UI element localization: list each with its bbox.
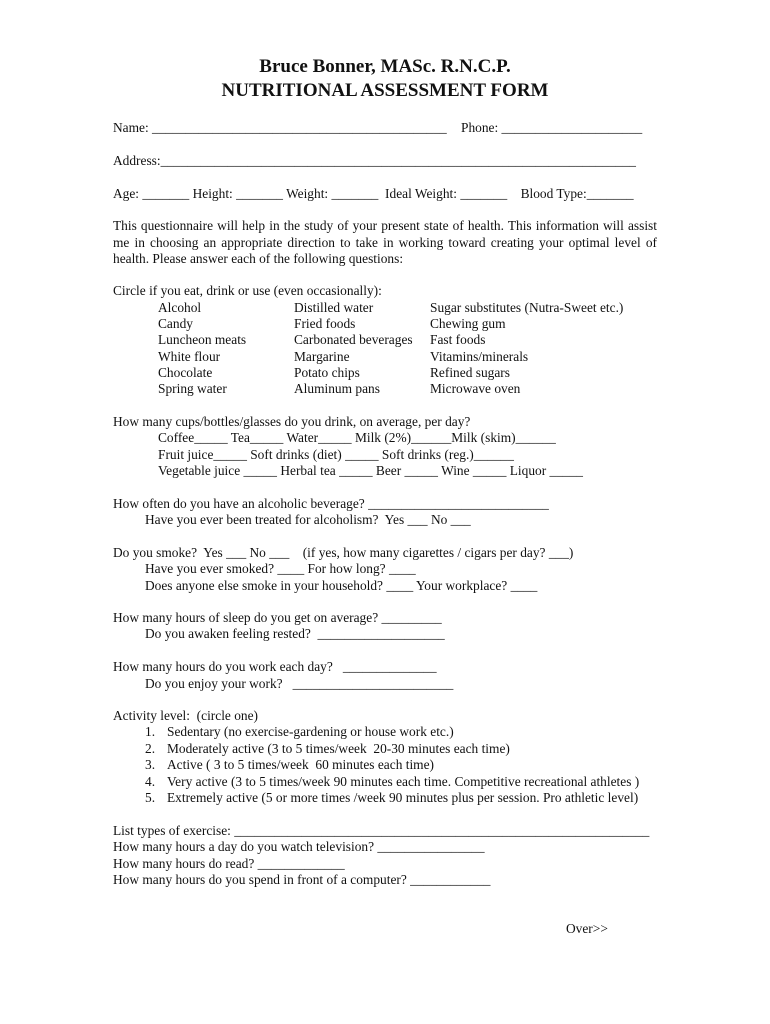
option-potato-chips[interactable]: Potato chips [294, 365, 360, 380]
circle-heading: Circle if you eat, drink or use (even occasionally): [113, 283, 382, 298]
option-carbonated-beverages[interactable]: Carbonated beverages [294, 332, 413, 347]
option-spring-water[interactable]: Spring water [158, 381, 227, 396]
option-margarine[interactable]: Margarine [294, 349, 350, 364]
activity-number: 2. [145, 741, 156, 756]
option-distilled-water[interactable]: Distilled water [294, 300, 374, 315]
option-chewing-gum[interactable]: Chewing gum [430, 316, 506, 331]
drinks-question: How many cups/bottles/glasses do you drink, on average, per day? [113, 414, 471, 429]
rested-question[interactable]: Do you awaken feeling rested? ___________________ [145, 626, 445, 641]
ever-smoked-question[interactable]: Have you ever smoked? ____ For how long? ____ [145, 561, 416, 576]
activity-number: 1. [145, 724, 156, 739]
name-field[interactable]: Name: ____________________________________________ [113, 120, 447, 135]
option-chocolate[interactable]: Chocolate [158, 365, 213, 380]
activity-text: Sedentary (no exercise-gardening or house work etc.) [167, 724, 454, 739]
activity-item[interactable] [145, 790, 639, 806]
activity-text: Very active (3 to 5 times/week 90 minutes each time. Competitive recreational athletes ) [167, 774, 640, 789]
activity-text: Active ( 3 to 5 times/week 60 minutes each time) [167, 757, 434, 772]
intro-paragraph: This questionnaire will help in the study of your present state of health. This information will assist me in choosing an appropriate direction to take in working toward creating your optimal level of health. Please answer each of the following questions: [113, 218, 657, 266]
activity-number: 5. [145, 790, 156, 805]
computer-hours-field[interactable]: How many hours do you spend in front of a computer? ____________ [113, 872, 491, 887]
reading-hours-field[interactable]: How many hours do read? _____________ [113, 856, 345, 871]
form-title: NUTRITIONAL ASSESSMENT FORM [221, 80, 549, 101]
activity-item[interactable] [145, 774, 640, 790]
sleep-hours-question[interactable]: How many hours of sleep do you get on average? _________ [113, 610, 442, 625]
activity-item[interactable] [145, 757, 434, 773]
activity-number: 3. [145, 757, 156, 772]
option-refined-sugars[interactable]: Refined sugars [430, 365, 510, 380]
exercise-types-field[interactable]: List types of exercise: ______________________________________________________________ [113, 823, 650, 838]
smoking-question[interactable]: Do you smoke? Yes ___ No ___ (if yes, how many cigarettes / cigars per day? ___) [113, 545, 574, 560]
activity-text: Moderately active (3 to 5 times/week 20-30 minutes each time) [167, 741, 510, 756]
drinks-line-2[interactable]: Fruit juice_____ Soft drinks (diet) _____ Soft drinks (reg.)______ [158, 447, 514, 462]
alcohol-frequency-question[interactable]: How often do you have an alcoholic beverage? ___________________________ [113, 496, 549, 511]
work-hours-question[interactable]: How many hours do you work each day? ______________ [113, 659, 437, 674]
vitals-fields[interactable]: Age: _______ Height: _______ Weight: _______ Ideal Weight: _______ Blood Type:_______ [113, 186, 634, 201]
option-vitamins-minerals[interactable]: Vitamins/minerals [430, 349, 529, 364]
activity-number: 4. [145, 774, 156, 789]
option-candy[interactable]: Candy [158, 316, 193, 331]
household-smoke-question[interactable]: Does anyone else smoke in your household? ____ Your workplace? ____ [145, 578, 538, 593]
practitioner-name: Bruce Bonner, MASc. R.N.C.P. [259, 56, 511, 77]
option-white-flour[interactable]: White flour [158, 349, 221, 364]
option-microwave-oven[interactable]: Microwave oven [430, 381, 521, 396]
activity-item[interactable] [145, 724, 454, 740]
over-page-indicator: Over>> [566, 921, 608, 936]
address-field[interactable]: Address:_______________________________________________________________________ [113, 153, 636, 168]
tv-hours-field[interactable]: How many hours a day do you watch television? ________________ [113, 839, 485, 854]
option-fried-foods[interactable]: Fried foods [294, 316, 356, 331]
activity-text: Extremely active (5 or more times /week 90 minutes plus per session. Pro athletic level) [167, 790, 639, 805]
option-fast-foods[interactable]: Fast foods [430, 332, 486, 347]
activity-heading: Activity level: (circle one) [113, 708, 259, 723]
phone-field[interactable]: Phone: _____________________ [461, 120, 643, 135]
activity-item[interactable] [145, 741, 510, 757]
option-alcohol[interactable]: Alcohol [158, 300, 202, 315]
alcoholism-treatment-question[interactable]: Have you ever been treated for alcoholism? Yes ___ No ___ [145, 512, 471, 527]
drinks-line-3[interactable]: Vegetable juice _____ Herbal tea _____ Beer _____ Wine _____ Liquor _____ [158, 463, 584, 478]
option-sugar-substitutes[interactable]: Sugar substitutes (Nutra-Sweet etc.) [430, 300, 624, 315]
option-luncheon-meats[interactable]: Luncheon meats [158, 332, 247, 347]
option-aluminum-pans[interactable]: Aluminum pans [294, 381, 380, 396]
enjoy-work-question[interactable]: Do you enjoy your work? ________________________ [145, 676, 454, 691]
drinks-line-1[interactable]: Coffee_____ Tea_____ Water_____ Milk (2%)______Milk (skim)______ [158, 430, 556, 445]
